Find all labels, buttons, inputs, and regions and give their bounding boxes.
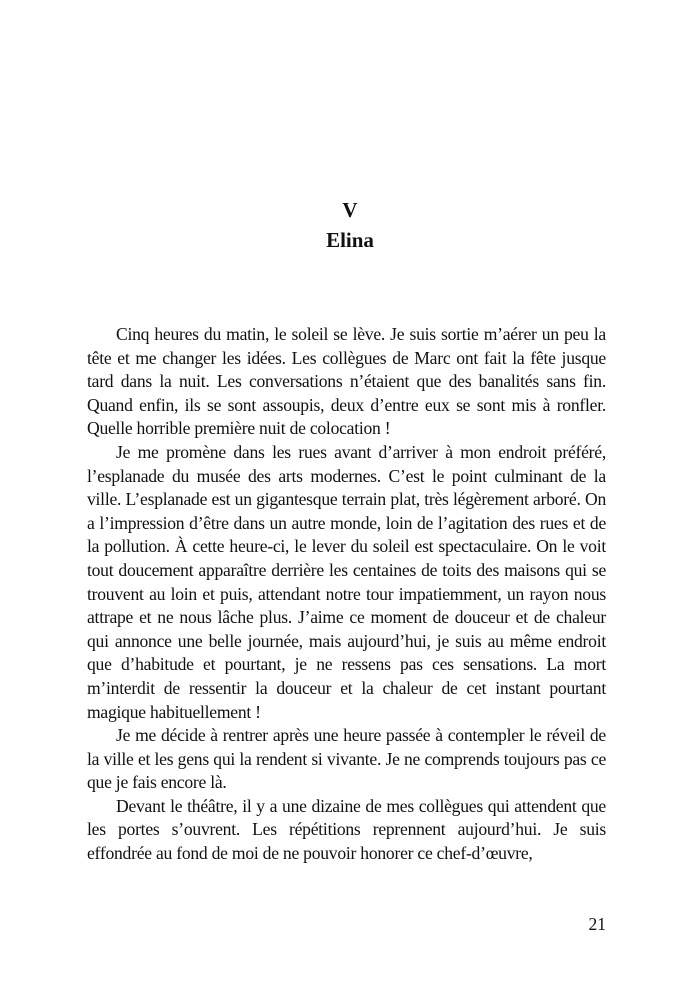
paragraph-1: Cinq heures du matin, le soleil se lève. Je suis sortie m’aérer un peu la tête et me changer les idées. Les collègues de Marc ont fait la fête jusque tard dans la nuit. Les conversations n’étaient que des banalités sans fin. Quand enfin, ils se sont assoupis, deux d’entre eux se sont mis à ronfler. Quelle horrible première nuit de colocation ! [87,324,606,439]
chapter-title: Elina [326,228,374,252]
page-number: 21 [588,914,606,934]
paragraph-4: Devant le théâtre, il y a une dizaine de mes collègues qui attendent que les portes s’ouvrent. Les répétitions reprennent aujourd’hui. Je suis effondrée au fond de moi de ne pouvoir honorer ce chef-d’œuvre, [87,795,606,864]
paragraph-3: Je me décide à rentrer après une heure passée à contempler le réveil de la ville et les gens qui la rendent si vivante. Je ne comprends toujours pas ce que je fais encore là. [87,725,606,793]
paragraph-2: Je me promène dans les rues avant d’arriver à mon endroit préféré, l’esplanade du musée des arts modernes. C’est le point culminant de la ville. L’esplanade est un gigantesque terrain plat, très légèrement arboré. On a l’impression d’être dans un autre monde, loin de l’agitation des rues et de la pollution. À cette heure-ci, le lever du soleil est spectaculaire. On le voit tout doucement apparaître derrière les centaines de toits des maisons qui se trouvent au loin et puis, attendant notre tour impatiemment, un rayon nous attrape et ne nous lâche plus. J’aime ce moment de douceur et de chaleur qui annonce une belle journée, mais aujourd’hui, je suis au même endroit que d’habitude et pourtant, je ne ressens pas ces sensations. La mort m’interdit de ressentir la douceur et la chaleur de cet instant pourtant magique habituellement ! [87,441,606,722]
chapter-number: V [342,198,358,222]
chapter-body [87,323,606,866]
